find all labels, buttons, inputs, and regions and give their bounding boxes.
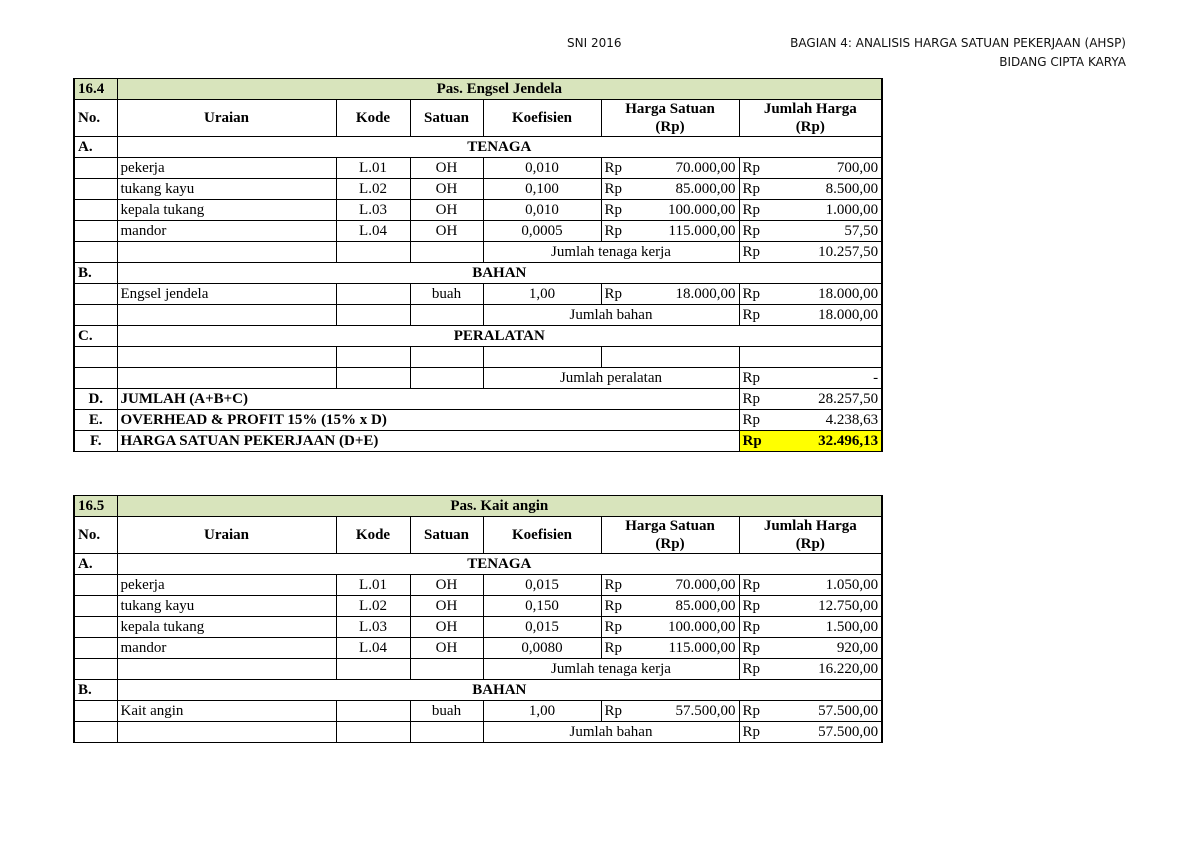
table-cell: L.04: [336, 638, 410, 659]
table-cell: kepala tukang: [117, 617, 336, 638]
table-cell: Rp: [739, 659, 774, 680]
header-text: Harga Satuan: [625, 101, 715, 117]
table-cell: 10.257,50: [774, 242, 882, 263]
table-cell: 1,00: [483, 284, 601, 305]
doc-standard-label: SNI 2016: [567, 36, 622, 50]
subtotal-row: [74, 305, 882, 326]
table-cell: Rp: [601, 638, 629, 659]
table-cell: 0,015: [483, 575, 601, 596]
table-cell: [336, 305, 410, 326]
table-cell: Rp: [739, 242, 774, 263]
table-cell: 18.000,00: [774, 305, 882, 326]
table-cell: pekerja: [117, 158, 336, 179]
table-cell: [74, 221, 117, 242]
table-cell: Rp: [739, 284, 774, 305]
doc-section-title: BAGIAN 4: ANALISIS HARGA SATUAN PEKERJAAN (AHSP): [790, 36, 1126, 50]
table-cell: Rp: [739, 431, 774, 452]
table-row: [74, 617, 882, 638]
table-cell: tukang kayu: [117, 179, 336, 200]
table-row: [74, 575, 882, 596]
table-cell: Rp: [739, 305, 774, 326]
col-jumlah-harga: [739, 517, 882, 554]
table-cell: 1.000,00: [774, 200, 882, 221]
table-cell: 57.500,00: [774, 722, 882, 743]
table-cell: [410, 305, 483, 326]
table-row: [74, 284, 882, 305]
table-cell: Rp: [601, 158, 629, 179]
col-uraian: Uraian: [117, 100, 336, 137]
table-cell: 18.000,00: [629, 284, 739, 305]
table-cell: [483, 347, 601, 368]
table-cell: [74, 284, 117, 305]
table-cell: 920,00: [774, 638, 882, 659]
col-koefisien: Koefisien: [483, 100, 601, 137]
table-cell: Rp: [739, 596, 774, 617]
table-cell: 4.238,63: [774, 410, 882, 431]
table-cell: 57.500,00: [774, 701, 882, 722]
table-cell: [410, 242, 483, 263]
table-cell: 100.000,00: [629, 200, 739, 221]
table-cell: OH: [410, 200, 483, 221]
table-cell: OH: [410, 596, 483, 617]
table-cell: A.: [74, 137, 117, 158]
table-cell: OVERHEAD & PROFIT 15% (15% x D): [117, 410, 739, 431]
table-cell: Jumlah bahan: [483, 722, 739, 743]
table-cell: Rp: [601, 284, 629, 305]
table-cell: Rp: [739, 221, 774, 242]
subtotal-row: [74, 368, 882, 389]
table-cell: Rp: [739, 368, 774, 389]
table-cell: Rp: [739, 617, 774, 638]
table-cell: OH: [410, 575, 483, 596]
table-cell: L.04: [336, 221, 410, 242]
table-cell: Rp: [739, 638, 774, 659]
table-cell: L.03: [336, 617, 410, 638]
table-title-row: [74, 496, 882, 517]
table-cell: OH: [410, 221, 483, 242]
header-text: (Rp): [655, 119, 685, 135]
table-cell: L.02: [336, 179, 410, 200]
table-cell: 18.000,00: [774, 284, 882, 305]
table-cell: [74, 200, 117, 221]
table-cell: Rp: [601, 221, 629, 242]
table-cell: 0,010: [483, 158, 601, 179]
table-row: [74, 158, 882, 179]
table-cell: PERALATAN: [117, 326, 882, 347]
table-cell: BAHAN: [117, 263, 882, 284]
table-cell: [739, 347, 882, 368]
table-cell: L.01: [336, 158, 410, 179]
table-cell: 700,00: [774, 158, 882, 179]
total-row-e: [74, 410, 882, 431]
table-cell: [601, 347, 739, 368]
table-cell: buah: [410, 701, 483, 722]
table-cell: A.: [74, 554, 117, 575]
section-row-tenaga: [74, 137, 882, 158]
table-cell: B.: [74, 680, 117, 701]
ahsp-table-16-4: [73, 78, 883, 452]
table-cell: Rp: [739, 389, 774, 410]
unit-price-total: 32.496,13: [774, 431, 882, 452]
table-cell: [74, 158, 117, 179]
total-row-f: [74, 431, 882, 452]
table-cell: 28.257,50: [774, 389, 882, 410]
section-row-bahan: [74, 680, 882, 701]
table-cell: OH: [410, 638, 483, 659]
table-cell: [410, 659, 483, 680]
table-cell: Kode: [336, 517, 410, 554]
table-cell: kepala tukang: [117, 200, 336, 221]
header-text: Jumlah Harga: [763, 518, 857, 534]
table-cell: [117, 722, 336, 743]
table-cell: Rp: [601, 617, 629, 638]
table-cell: 12.750,00: [774, 596, 882, 617]
col-harga-satuan: [601, 100, 739, 137]
table-cell: Jumlah tenaga kerja: [483, 659, 739, 680]
table-cell: 0,100: [483, 179, 601, 200]
table-row: [74, 701, 882, 722]
table-cell: Rp: [739, 179, 774, 200]
table-cell: [117, 305, 336, 326]
table-cell: [117, 368, 336, 389]
table-cell: [336, 659, 410, 680]
table-cell: TENAGA: [117, 554, 882, 575]
total-row-d: [74, 389, 882, 410]
table-cell: Rp: [739, 200, 774, 221]
col-kode: Kode: [336, 100, 410, 137]
item-name: Pas. Engsel Jendela: [117, 79, 882, 100]
table-cell: Koefisien: [483, 517, 601, 554]
table-cell: [410, 368, 483, 389]
table-cell: 57.500,00: [629, 701, 739, 722]
table-cell: Rp: [601, 596, 629, 617]
table-cell: B.: [74, 263, 117, 284]
doc-section-subtitle: BIDANG CIPTA KARYA: [999, 55, 1126, 69]
table-cell: Rp: [739, 722, 774, 743]
table-cell: [336, 242, 410, 263]
table-cell: BAHAN: [117, 680, 882, 701]
col-no: No.: [74, 100, 117, 137]
table-cell: [74, 242, 117, 263]
section-row-tenaga: [74, 554, 882, 575]
col-jumlah-harga: [739, 100, 882, 137]
table-cell: Jumlah bahan: [483, 305, 739, 326]
item-code: 16.5: [74, 496, 117, 517]
table-cell: TENAGA: [117, 137, 882, 158]
table-cell: Satuan: [410, 517, 483, 554]
section-row-bahan: [74, 263, 882, 284]
table-cell: JUMLAH (A+B+C): [117, 389, 739, 410]
table-cell: 85.000,00: [629, 596, 739, 617]
header-text: Jumlah Harga: [763, 101, 857, 117]
table-cell: 115.000,00: [629, 638, 739, 659]
table-cell: 1.500,00: [774, 617, 882, 638]
table-cell: buah: [410, 284, 483, 305]
table-cell: mandor: [117, 638, 336, 659]
item-name: Pas. Kait angin: [117, 496, 882, 517]
table-cell: [74, 347, 117, 368]
table-cell: 8.500,00: [774, 179, 882, 200]
column-header-row: [74, 517, 882, 554]
table-cell: Rp: [739, 575, 774, 596]
table-cell: 115.000,00: [629, 221, 739, 242]
table-cell: Jumlah peralatan: [483, 368, 739, 389]
table-cell: [410, 722, 483, 743]
table-cell: 85.000,00: [629, 179, 739, 200]
table-cell: [74, 638, 117, 659]
table-cell: Uraian: [117, 517, 336, 554]
table-cell: 1.050,00: [774, 575, 882, 596]
table-cell: Rp: [601, 200, 629, 221]
table-cell: 0,0080: [483, 638, 601, 659]
table-cell: 70.000,00: [629, 158, 739, 179]
table-cell: [74, 179, 117, 200]
section-row-peralatan: [74, 326, 882, 347]
table-cell: HARGA SATUAN PEKERJAAN (D+E): [117, 431, 739, 452]
table-cell: [74, 596, 117, 617]
table-cell: L.02: [336, 596, 410, 617]
table-cell: E.: [74, 410, 117, 431]
table-cell: Rp: [739, 701, 774, 722]
table-cell: [336, 368, 410, 389]
table-row: [74, 596, 882, 617]
ahsp-table-16-5: [73, 495, 883, 743]
table-cell: [74, 722, 117, 743]
table-row: [74, 179, 882, 200]
subtotal-row: [74, 659, 882, 680]
table-row: [74, 200, 882, 221]
header-text: (Rp): [655, 536, 685, 552]
table-cell: C.: [74, 326, 117, 347]
table-cell: pekerja: [117, 575, 336, 596]
table-cell: 70.000,00: [629, 575, 739, 596]
table-cell: Jumlah tenaga kerja: [483, 242, 739, 263]
table-cell: OH: [410, 179, 483, 200]
col-satuan: Satuan: [410, 100, 483, 137]
table-cell: -: [774, 368, 882, 389]
table-cell: [74, 368, 117, 389]
table-cell: [117, 659, 336, 680]
table-cell: [336, 701, 410, 722]
header-text: Harga Satuan: [625, 518, 715, 534]
table-cell: [74, 701, 117, 722]
table-cell: 0,015: [483, 617, 601, 638]
table-cell: L.01: [336, 575, 410, 596]
table-row: [74, 638, 882, 659]
table-cell: [74, 659, 117, 680]
subtotal-row: [74, 722, 882, 743]
table-cell: L.03: [336, 200, 410, 221]
table-cell: 0,150: [483, 596, 601, 617]
table-cell: [410, 347, 483, 368]
table-cell: [117, 347, 336, 368]
column-header-row: [74, 100, 882, 137]
table-cell: F.: [74, 431, 117, 452]
table-row: [74, 347, 882, 368]
table-cell: OH: [410, 158, 483, 179]
table-cell: OH: [410, 617, 483, 638]
table-cell: mandor: [117, 221, 336, 242]
table-cell: [74, 617, 117, 638]
table-title-row: [74, 79, 882, 100]
table-cell: 0,010: [483, 200, 601, 221]
table-cell: tukang kayu: [117, 596, 336, 617]
item-code: 16.4: [74, 79, 117, 100]
table-cell: [336, 347, 410, 368]
table-cell: Rp: [739, 158, 774, 179]
col-harga-satuan: [601, 517, 739, 554]
table-cell: [336, 722, 410, 743]
table-cell: Rp: [601, 701, 629, 722]
header-text: (Rp): [795, 536, 825, 552]
table-cell: Rp: [739, 410, 774, 431]
table-cell: Rp: [601, 575, 629, 596]
table-cell: [336, 284, 410, 305]
subtotal-row: [74, 242, 882, 263]
table-cell: Engsel jendela: [117, 284, 336, 305]
table-cell: 100.000,00: [629, 617, 739, 638]
table-cell: D.: [74, 389, 117, 410]
table-cell: [117, 242, 336, 263]
table-cell: 1,00: [483, 701, 601, 722]
table-cell: [74, 575, 117, 596]
table-cell: 57,50: [774, 221, 882, 242]
table-cell: 0,0005: [483, 221, 601, 242]
table-cell: Kait angin: [117, 701, 336, 722]
table-row: [74, 221, 882, 242]
table-cell: Rp: [601, 179, 629, 200]
table-cell: No.: [74, 517, 117, 554]
table-cell: [74, 305, 117, 326]
table-cell: 16.220,00: [774, 659, 882, 680]
header-text: (Rp): [795, 119, 825, 135]
